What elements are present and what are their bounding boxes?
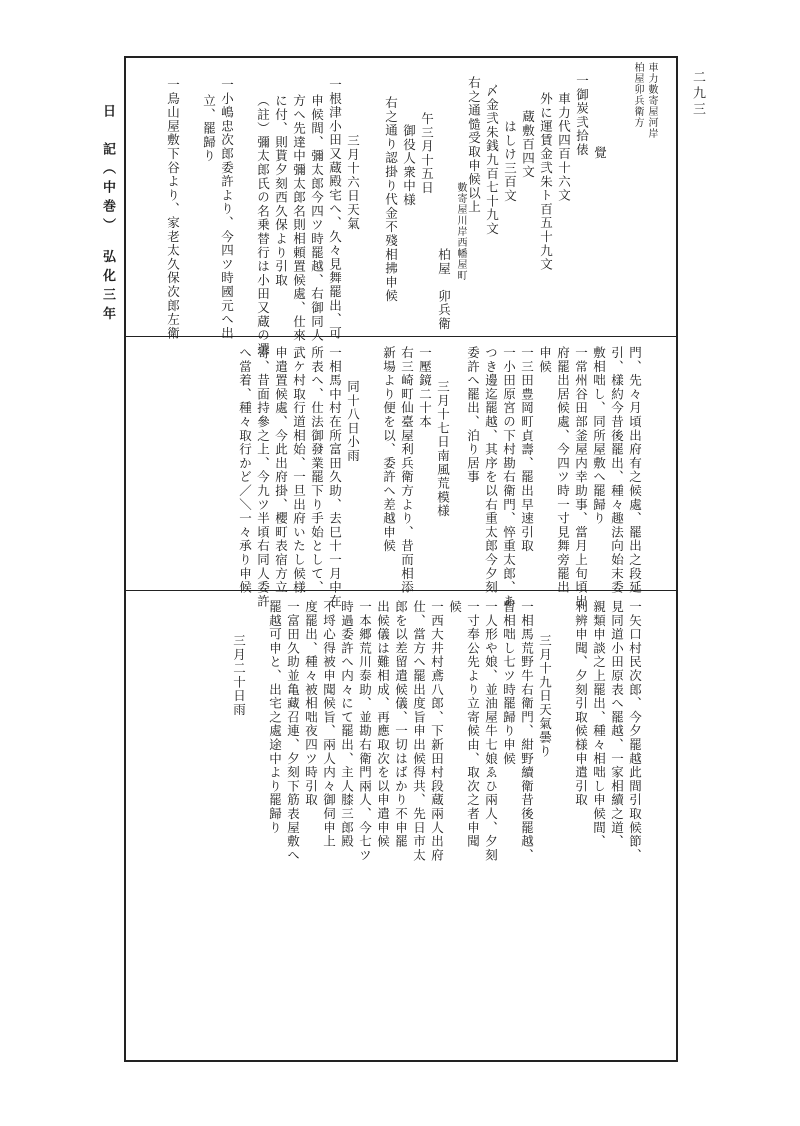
- upper-line: 右之通り認掛り代金不殘相拂申候: [383, 96, 399, 303]
- middle-line: 引、樣約今昔後罷出、種々趣法向始末委: [609, 346, 625, 595]
- lower-line: 一人形や娘、並油屋牛七娘ゑひ兩人、夕刻: [483, 600, 499, 863]
- upper-line: 右之通慥受取申候以上: [466, 76, 482, 214]
- middle-line: 右三崎町仙臺屋利兵衛方より、昔而相添: [399, 346, 415, 595]
- upper-line: （註）彌太郎氏の名乗替行は小田又蔵の選: [255, 94, 271, 357]
- middle-line: 所表へ、仕法御發業罷下り手始として、: [309, 346, 325, 595]
- lower-line: 一本郷荒川泰助、並勘右衛門兩人、今七ツ: [357, 600, 373, 863]
- lower-line: 一寸奉公先より立寄候由、取次之者申聞: [465, 600, 481, 849]
- lower-line: 一西大井村鳶八郎、下新田村段蔵兩人出府: [429, 600, 445, 863]
- upper-line: 御役人衆中様: [401, 124, 417, 207]
- upper-line: 一小嶋忠次郎委許より、今四ツ時國元へ出: [219, 78, 235, 341]
- middle-line: 武ケ村取行道相始、一旦出府いたし候様: [291, 346, 307, 595]
- lower-line: 罷越可申と、出宅之處途中より罷歸り: [267, 600, 283, 835]
- middle-line: 敷相咄し、同所屋敷へ罷歸り: [591, 346, 607, 526]
- section-divider-top: [124, 336, 678, 337]
- middle-line: 門、先々月頃出府有之候處、罷出之段延: [627, 346, 643, 595]
- middle-line: へ當着、種々取行かど／＼一々承り申候: [237, 346, 253, 595]
- middle-line: 申遣置候處、今此出府掛、櫻町表宿方立: [273, 346, 289, 595]
- upper-line: 一根津小田又蔵殿宅へ、久々見舞罷出、可: [327, 78, 343, 341]
- middle-line: 一小田原宮の下村勘右衛門、悴重太郎、あ: [501, 346, 517, 609]
- middle-line: 申候: [537, 346, 553, 374]
- lower-line: 仕、當方へ罷出度旨申出候得共、先日市太: [411, 600, 427, 863]
- lower-line: 暫相咄し七ツ時罷歸り申候: [501, 600, 517, 766]
- upper-line: 柏屋 卯兵衛: [436, 248, 452, 331]
- lower-line: 出候儀は難相成、再應取次を以申遣申候: [375, 600, 391, 849]
- upper-line: 覺: [592, 146, 608, 160]
- middle-line: 三月十七日南風荒模様: [435, 380, 451, 518]
- middle-line: 府罷出居候處、今四ツ時一寸見舞旁罷出: [555, 346, 571, 595]
- upper-line: 數寄屋川岸西幡屋町: [455, 182, 466, 281]
- lower-line: 三月二十日雨: [231, 634, 247, 717]
- lower-line: 一矢口村民次郎、今夕罷越此間引取候節、: [627, 600, 643, 863]
- lower-line: 度罷出、種々被相咄夜四ツ時引取: [303, 600, 319, 807]
- upper-line: 午三月十五日: [419, 112, 435, 195]
- lower-line: 利辨申聞、夕刻引取候様申遣引取: [573, 600, 589, 807]
- middle-line: 一相馬中村在所富田久助、去巳十一月中在: [327, 346, 343, 609]
- middle-line: 一常州谷田部釜屋内幸助事、當月上旬頃出: [573, 346, 589, 609]
- upper-line: 方へ先達中彌太郎名則相頼置候處、仕來: [291, 94, 307, 343]
- middle-line: 新場より便を以、委許へ差越申候: [381, 346, 397, 553]
- upper-line: 車力代四百十六文: [556, 92, 572, 203]
- upper-line: 柏屋卯兵衛方: [632, 62, 643, 128]
- upper-line: 外に運賃金弐朱ト百五十九文: [538, 92, 554, 272]
- upper-line: 三月十六日天氣: [345, 134, 361, 231]
- middle-line: つき邊迄罷越、其序を以右重太郎今夕刻: [483, 346, 499, 595]
- page-number: 二九三: [690, 70, 705, 118]
- middle-line: 寄、昔面持參之上、今九ツ半頃右同人委許: [255, 346, 271, 609]
- running-head: 日 記（中巻） 弘化三年: [100, 104, 115, 326]
- upper-line: 申候間、彌太郎今四ツ時罷越、右御同人: [309, 94, 325, 343]
- lower-line: 不埒心得被申聞候旨、兩人内々御伺申上: [321, 600, 337, 849]
- lower-line: 郎を以差留遣候儀、一切はばかり不申罷: [393, 600, 409, 849]
- middle-line: 同十八日小雨: [345, 380, 361, 463]
- upper-line: 蔵敷百四文: [520, 110, 536, 179]
- lower-line: 候: [447, 600, 463, 614]
- lower-line: 一相馬荒野牛右衛門、紺野續衛昔後罷越、: [519, 600, 535, 863]
- middle-line: 一壓鏡二十本: [417, 346, 433, 429]
- lower-line: 時過委許へ内々にて罷出、主人膝三郎殿: [339, 600, 355, 849]
- lower-line: 一富田久助並亀藏召連、夕刻下筋表屋敷へ: [285, 600, 301, 863]
- middle-line: 一三田豊岡町貞壽、罷出早速引取: [519, 346, 535, 553]
- upper-line: 一鳥山屋敷下谷より、家老太久保次郎左衛: [165, 78, 181, 341]
- upper-line: 立、罷歸り: [201, 94, 217, 163]
- lower-line: 三月十九日天氣曇り: [537, 634, 553, 759]
- lower-line: 親類申談之上罷出、種々相咄し申候間、: [591, 600, 607, 849]
- lower-line: 見同道小田原表へ罷越、一家相續之道、: [609, 600, 625, 849]
- upper-line: 〆金弐朱銭九百七十九文: [484, 84, 500, 236]
- upper-line: はしけ三百文: [502, 120, 518, 203]
- upper-line: 一御炭弐拾俵: [574, 74, 590, 157]
- upper-line: に付、則貰夕刻西久保より引取: [273, 94, 289, 288]
- middle-line: 委許へ罷出、泊り居事: [465, 346, 481, 484]
- upper-line: 車力數寄屋河岸: [646, 62, 657, 139]
